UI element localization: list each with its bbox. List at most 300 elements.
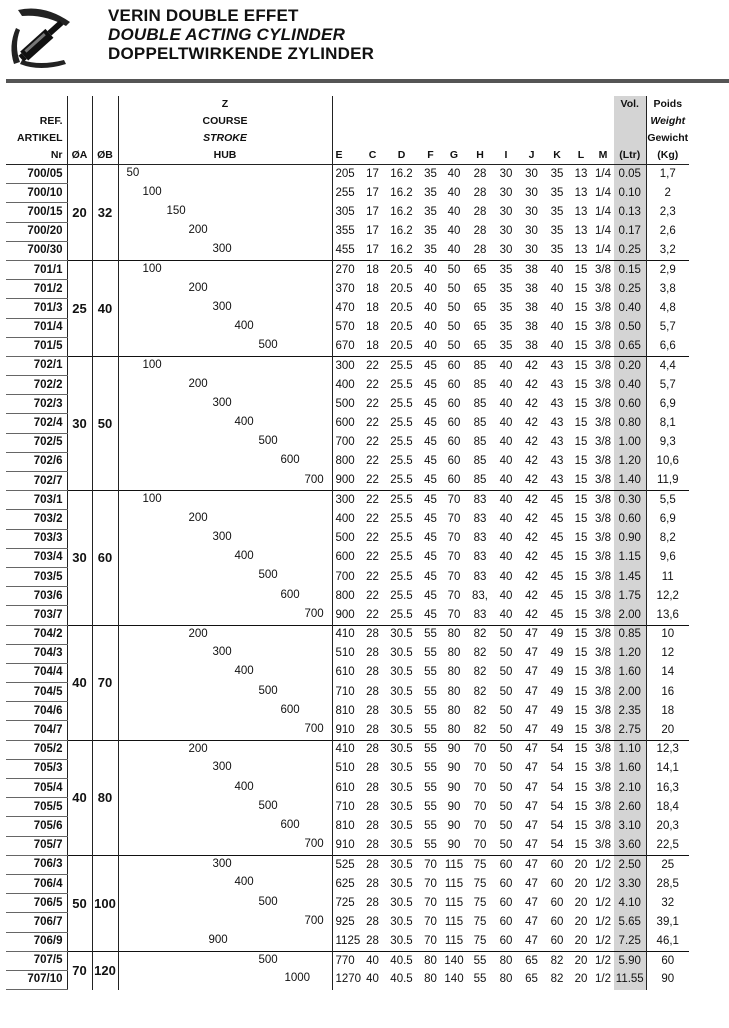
- cell-j: 47: [525, 704, 538, 717]
- stroke-value: 100: [142, 262, 162, 275]
- cell-j: 42: [525, 397, 538, 410]
- ref-cell: 704/3: [6, 644, 67, 663]
- col-header-f: F: [420, 96, 441, 165]
- cell-c: 22: [366, 436, 379, 449]
- cell-c: 28: [362, 855, 383, 874]
- volume-cell: 0.25: [614, 280, 646, 299]
- cell-i: 50: [493, 625, 519, 644]
- ref-cell: 705/7: [6, 836, 67, 855]
- cell-c: 22: [366, 589, 379, 602]
- cell-k: 49: [550, 666, 564, 679]
- cell-e: 370: [335, 282, 355, 295]
- title-german: DOPPELTWIRKENDE ZYLINDER: [108, 44, 375, 63]
- cell-f: 45: [420, 491, 441, 510]
- weight-cell: 16,3: [646, 779, 689, 798]
- cell-m: 1/4: [595, 205, 611, 218]
- cell-e: 600: [335, 551, 355, 564]
- ref-cell: 702/5: [6, 433, 67, 452]
- cell-d: 25.5: [390, 551, 413, 564]
- cell-j: 30: [519, 165, 544, 184]
- col-header-c: C: [362, 96, 383, 165]
- weight-cell: 8,2: [646, 529, 689, 548]
- cell-c: 28: [366, 819, 379, 832]
- cell-c: 28: [366, 647, 379, 660]
- cell-h: 28: [473, 205, 487, 218]
- cell-m: 3/8: [595, 301, 611, 314]
- cell-d: 30.5: [383, 740, 420, 759]
- cell-h: 82: [473, 666, 487, 679]
- cell-m: 3/8: [595, 417, 611, 430]
- cell-e: 410: [332, 740, 362, 759]
- ref-cell: 700/15: [6, 203, 67, 222]
- cell-l: 15: [574, 781, 588, 794]
- cell-c: 18: [366, 301, 379, 314]
- cell-c: 28: [362, 625, 383, 644]
- cell-l: 15: [570, 740, 592, 759]
- ref-cell: 701/5: [6, 337, 67, 356]
- cell-f: 45: [424, 378, 437, 391]
- cell-k: 40: [550, 321, 564, 334]
- cell-j: 30: [525, 225, 538, 238]
- cell-h: 75: [473, 877, 487, 890]
- cell-e: 255: [335, 186, 355, 199]
- stroke-cell: [118, 740, 332, 759]
- cell-j: 47: [525, 781, 538, 794]
- cell-g: 115: [444, 934, 464, 947]
- cell-c: 40: [366, 973, 379, 986]
- volume-cell: 2.35: [614, 702, 646, 721]
- cell-m: 3/8: [595, 340, 611, 353]
- cell-c: 18: [366, 321, 379, 334]
- cell-d: 25.5: [390, 455, 413, 468]
- cell-e: 810: [335, 819, 355, 832]
- cell-e: 410: [332, 625, 362, 644]
- ref-cell: 703/2: [6, 510, 67, 529]
- col-header-d: D: [383, 96, 420, 165]
- cell-c: 22: [366, 378, 379, 391]
- volume-cell: 1.60: [614, 759, 646, 778]
- weight-cell: 11: [646, 567, 689, 586]
- diameter-a-cell: 40: [67, 740, 92, 855]
- cell-f: 55: [424, 647, 437, 660]
- cell-m: 3/8: [595, 819, 611, 832]
- cell-e: 900: [335, 608, 355, 621]
- ref-cell: 706/7: [6, 913, 67, 932]
- ref-cell: 707/5: [6, 951, 67, 970]
- cell-c: 28: [366, 877, 379, 890]
- cell-g: 60: [447, 397, 461, 410]
- cell-k: 60: [550, 915, 564, 928]
- ref-cell: 700/20: [6, 222, 67, 241]
- cell-m: 3/8: [592, 740, 614, 759]
- cell-e: 725: [335, 896, 355, 909]
- cell-m: 3/8: [595, 282, 611, 295]
- cell-e: 525: [332, 855, 362, 874]
- cell-m: 1/4: [595, 225, 611, 238]
- cell-e: 610: [335, 781, 355, 794]
- volume-cell: 2.00: [614, 606, 646, 625]
- ref-cell: 704/7: [6, 721, 67, 740]
- cell-i: 40: [493, 356, 519, 375]
- cell-k: 43: [544, 356, 570, 375]
- cell-h: 65: [473, 321, 487, 334]
- weight-cell: 2,3: [646, 203, 689, 222]
- weight-cell: 20,3: [646, 817, 689, 836]
- cell-d: 30.5: [390, 800, 413, 813]
- cell-f: 45: [424, 436, 437, 449]
- cell-g: 50: [447, 282, 461, 295]
- cell-h: 85: [473, 455, 487, 468]
- cell-i: 30: [499, 244, 513, 257]
- volume-cell: 1.00: [614, 433, 646, 452]
- cell-e: 700: [335, 436, 355, 449]
- cell-e: 900: [335, 474, 355, 487]
- cell-m: 1/2: [592, 951, 614, 970]
- cell-m: 3/8: [595, 781, 611, 794]
- volume-cell: 1.10: [614, 740, 646, 759]
- cell-h: 83: [473, 512, 487, 525]
- cell-f: 45: [424, 608, 437, 621]
- cylinder-logo-icon: [4, 6, 76, 72]
- table-row: [6, 165, 689, 184]
- diameter-a-cell: 30: [67, 491, 92, 625]
- cell-m: 1/2: [595, 896, 611, 909]
- cell-i: 60: [499, 896, 513, 909]
- cell-f: 55: [420, 740, 441, 759]
- cell-e: 670: [335, 340, 355, 353]
- cell-g: 60: [441, 356, 467, 375]
- stroke-value: 600: [280, 588, 300, 601]
- cell-f: 40: [424, 321, 437, 334]
- weight-cell: 2,6: [646, 222, 689, 241]
- cell-d: 16.2: [390, 205, 413, 218]
- stroke-cell: [118, 414, 332, 433]
- cell-k: 35: [550, 225, 564, 238]
- cell-l: 20: [574, 896, 588, 909]
- cell-h: 83: [473, 570, 487, 583]
- cell-f: 45: [424, 455, 437, 468]
- cell-c: 28: [366, 896, 379, 909]
- cell-m: 3/8: [595, 666, 611, 679]
- table-row: [6, 260, 689, 279]
- cell-i: 50: [499, 819, 513, 832]
- cell-c: 22: [366, 551, 379, 564]
- cell-h: 75: [467, 855, 493, 874]
- cell-h: 85: [473, 474, 487, 487]
- volume-cell: 5.90: [614, 951, 646, 970]
- cell-j: 47: [525, 819, 538, 832]
- cell-e: 770: [332, 951, 362, 970]
- stroke-cell: [118, 376, 332, 395]
- stroke-cell: [118, 625, 332, 644]
- cell-c: 22: [366, 417, 379, 430]
- cell-c: 22: [362, 491, 383, 510]
- cell-l: 15: [570, 356, 592, 375]
- cell-d: 25.5: [390, 570, 413, 583]
- stroke-cell: [118, 548, 332, 567]
- cell-m: 3/8: [595, 532, 611, 545]
- table-row: [6, 740, 689, 759]
- cell-m: 3/8: [595, 474, 611, 487]
- weight-cell: 13,6: [646, 606, 689, 625]
- cell-i: 60: [499, 915, 513, 928]
- stroke-cell: [118, 702, 332, 721]
- stroke-value: 300: [212, 243, 232, 256]
- cell-g: 50: [447, 301, 461, 314]
- cell-f: 35: [424, 205, 437, 218]
- cell-l: 15: [574, 321, 588, 334]
- diameter-a-cell: 40: [67, 625, 92, 740]
- volume-cell: 0.20: [614, 356, 646, 375]
- weight-cell: 5,7: [646, 318, 689, 337]
- cell-m: 1/2: [595, 973, 611, 986]
- weight-cell: 6,9: [646, 395, 689, 414]
- cell-d: 25.5: [390, 417, 413, 430]
- cell-l: 15: [574, 723, 588, 736]
- cell-m: 3/8: [592, 491, 614, 510]
- diameter-a-cell: 25: [67, 260, 92, 356]
- cell-i: 60: [499, 877, 513, 890]
- cell-h: 82: [473, 685, 487, 698]
- cell-c: 22: [366, 397, 379, 410]
- cell-j: 47: [525, 915, 538, 928]
- stroke-cell: [118, 184, 332, 203]
- ref-cell: 705/6: [6, 817, 67, 836]
- col-header-g: G: [441, 96, 467, 165]
- cell-j: 38: [525, 282, 538, 295]
- ref-cell: 703/4: [6, 548, 67, 567]
- ref-cell: 701/2: [6, 280, 67, 299]
- stroke-cell: [118, 452, 332, 471]
- cell-k: 60: [544, 855, 570, 874]
- ref-cell: 701/4: [6, 318, 67, 337]
- cell-m: 3/8: [592, 260, 614, 279]
- cell-g: 40: [447, 205, 461, 218]
- cell-g: 115: [444, 915, 464, 928]
- cell-i: 40: [499, 397, 513, 410]
- cell-f: 55: [424, 723, 437, 736]
- cell-f: 55: [424, 704, 437, 717]
- cell-i: 80: [499, 973, 513, 986]
- ref-cell: 707/10: [6, 970, 67, 989]
- cell-i: 40: [499, 608, 513, 621]
- volume-cell: 7.25: [614, 932, 646, 951]
- cell-f: 45: [424, 551, 437, 564]
- cell-k: 43: [550, 397, 564, 410]
- ref-cell: 705/3: [6, 759, 67, 778]
- stroke-cell: [118, 721, 332, 740]
- cell-k: 40: [550, 340, 564, 353]
- ref-cell: 703/6: [6, 587, 67, 606]
- cell-h: 70: [473, 800, 487, 813]
- cell-g: 90: [447, 781, 461, 794]
- cell-f: 70: [424, 934, 437, 947]
- stroke-cell: [118, 606, 332, 625]
- col-header-m: M: [592, 96, 614, 165]
- cell-f: 55: [424, 762, 437, 775]
- cell-i: 40: [499, 570, 513, 583]
- cell-g: 50: [441, 260, 467, 279]
- cell-l: 15: [574, 512, 588, 525]
- title-french: VERIN DOUBLE EFFET: [108, 6, 299, 25]
- cell-c: 28: [362, 740, 383, 759]
- cell-k: 45: [550, 570, 564, 583]
- cell-l: 15: [570, 491, 592, 510]
- stroke-value: 300: [212, 761, 232, 774]
- cell-e: 1125: [335, 934, 361, 947]
- cell-g: 50: [447, 321, 461, 334]
- cell-e: 910: [335, 838, 355, 851]
- cell-j: 42: [525, 532, 538, 545]
- weight-cell: 10: [646, 625, 689, 644]
- cell-e: 300: [332, 491, 362, 510]
- volume-cell: 0.10: [614, 184, 646, 203]
- cell-d: 25.5: [383, 491, 420, 510]
- cell-e: 710: [335, 800, 355, 813]
- cell-e: 1270: [335, 973, 362, 986]
- stroke-value: 600: [280, 703, 300, 716]
- cell-c: 18: [366, 282, 379, 295]
- cell-e: 400: [335, 512, 355, 525]
- stroke-cell: [118, 759, 332, 778]
- cell-f: 45: [424, 512, 437, 525]
- cell-j: 47: [525, 666, 538, 679]
- volume-cell: 0.65: [614, 337, 646, 356]
- cell-f: 55: [424, 800, 437, 813]
- stroke-value: 500: [258, 953, 278, 966]
- stroke-value: 700: [304, 607, 324, 620]
- cell-k: 54: [550, 838, 564, 851]
- diameter-a-cell: 20: [67, 165, 92, 261]
- volume-cell: 0.50: [614, 318, 646, 337]
- cell-g: 70: [441, 491, 467, 510]
- cell-l: 15: [574, 455, 588, 468]
- cell-e: 270: [332, 260, 362, 279]
- cell-l: 15: [574, 647, 588, 660]
- cell-h: 70: [467, 740, 493, 759]
- cell-l: 15: [574, 417, 588, 430]
- diameter-a-cell: 50: [67, 855, 92, 951]
- cell-j: 47: [525, 934, 538, 947]
- cell-h: 28: [473, 225, 487, 238]
- volume-cell: 2.60: [614, 798, 646, 817]
- cell-i: 80: [493, 951, 519, 970]
- cell-h: 75: [473, 915, 487, 928]
- cell-i: 60: [493, 855, 519, 874]
- cell-d: 30.5: [383, 625, 420, 644]
- cell-e: 700: [335, 570, 355, 583]
- stroke-value: 700: [304, 914, 324, 927]
- weight-cell: 3,8: [646, 280, 689, 299]
- cell-h: 65: [473, 301, 487, 314]
- cell-d: 30.5: [390, 666, 413, 679]
- stroke-value: 400: [234, 415, 254, 428]
- cell-d: 25.5: [390, 378, 413, 391]
- diameter-b-cell: 50: [92, 356, 118, 490]
- cell-i: 30: [499, 205, 513, 218]
- cell-h: 82: [467, 625, 493, 644]
- cell-h: 82: [473, 723, 487, 736]
- cell-c: 22: [366, 570, 379, 583]
- cell-g: 115: [444, 896, 464, 909]
- cell-f: 40: [424, 282, 437, 295]
- cell-f: 35: [424, 225, 437, 238]
- cell-c: 28: [366, 704, 379, 717]
- cell-d: 16.2: [390, 244, 413, 257]
- weight-cell: 11,9: [646, 472, 689, 491]
- cell-i: 30: [499, 186, 513, 199]
- cell-i: 40: [499, 378, 513, 391]
- cell-j: 65: [525, 973, 538, 986]
- cell-l: 15: [574, 397, 588, 410]
- cell-m: 3/8: [595, 321, 611, 334]
- stroke-cell: [118, 951, 332, 970]
- cell-c: 28: [366, 781, 379, 794]
- ref-cell: 703/3: [6, 529, 67, 548]
- page-header: [0, 0, 729, 80]
- cell-j: 38: [525, 340, 538, 353]
- diameter-b-cell: 80: [92, 740, 118, 855]
- cell-c: 28: [366, 762, 379, 775]
- cell-k: 49: [550, 704, 564, 717]
- weight-header: Poids Weight Gewicht (Kg): [646, 96, 689, 165]
- cell-j: 42: [525, 436, 538, 449]
- cell-l: 15: [574, 666, 588, 679]
- volume-cell: 2.50: [614, 855, 646, 874]
- cell-h: 55: [473, 973, 487, 986]
- ref-cell: 706/4: [6, 874, 67, 893]
- cell-d: 30.5: [390, 762, 413, 775]
- diameter-a-header: ØA: [67, 96, 92, 165]
- cell-j: 30: [525, 205, 538, 218]
- stroke-value: 900: [208, 934, 228, 946]
- cell-h: 28: [473, 244, 487, 257]
- stroke-cell: [118, 472, 332, 491]
- cell-m: 3/8: [595, 397, 611, 410]
- stroke-header: Z COURSE STROKE HUB: [118, 96, 332, 165]
- cell-k: 45: [550, 608, 564, 621]
- cell-l: 15: [574, 762, 588, 775]
- weight-cell: 32: [646, 894, 689, 913]
- weight-cell: 6,6: [646, 337, 689, 356]
- diameter-b-cell: 32: [92, 165, 118, 261]
- cell-d: 25.5: [390, 436, 413, 449]
- stroke-value: 100: [142, 185, 162, 198]
- cell-l: 15: [574, 570, 588, 583]
- weight-cell: 22,5: [646, 836, 689, 855]
- cell-j: 42: [525, 455, 538, 468]
- volume-cell: 3.10: [614, 817, 646, 836]
- cell-m: 1/2: [595, 934, 611, 947]
- cell-g: 60: [447, 417, 461, 430]
- cell-c: 28: [366, 685, 379, 698]
- cell-c: 18: [362, 260, 383, 279]
- cell-g: 70: [447, 608, 461, 621]
- cell-f: 55: [424, 781, 437, 794]
- weight-cell: 9,3: [646, 433, 689, 452]
- stroke-cell: [118, 970, 332, 989]
- cell-k: 45: [550, 512, 564, 525]
- cell-j: 42: [525, 512, 538, 525]
- stroke-cell: [118, 280, 332, 299]
- weight-cell: 10,6: [646, 452, 689, 471]
- volume-cell: 2.00: [614, 683, 646, 702]
- cell-j: 47: [525, 723, 538, 736]
- cell-m: 3/8: [595, 551, 611, 564]
- cell-k: 49: [550, 685, 564, 698]
- stroke-value: 100: [142, 358, 162, 371]
- cell-e: 600: [335, 417, 355, 430]
